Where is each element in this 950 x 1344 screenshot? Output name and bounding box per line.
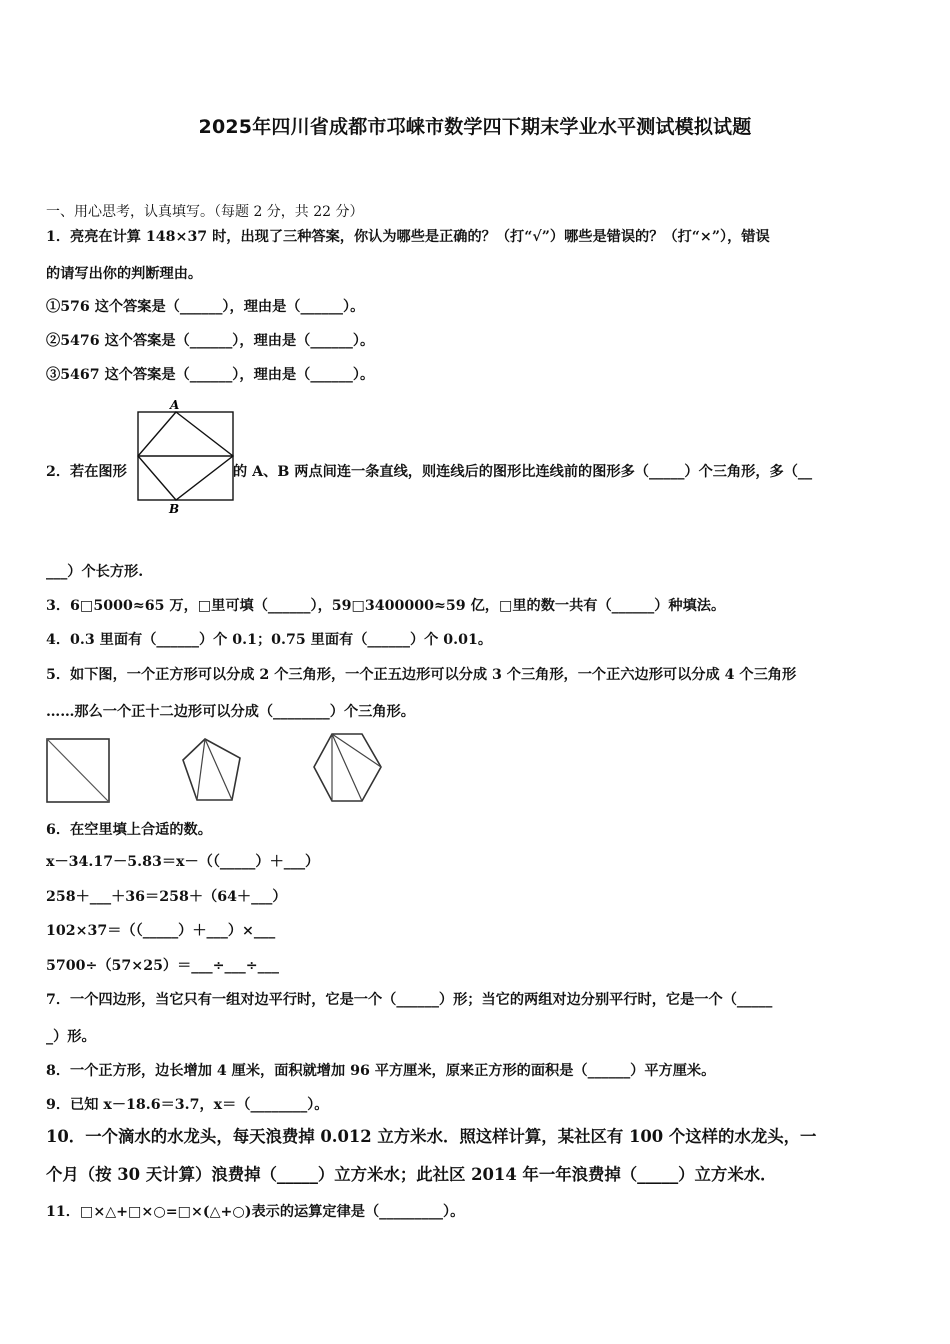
point-b-label: B	[169, 502, 180, 515]
page-title: 2025年四川省成都市邛崃市数学四下期末学业水平测试模拟试题	[198, 116, 752, 138]
q10-line1: 10．一个滴水的水龙头，每天浪费掉 0.012 立方米水．照这样计算，某社区有 100 个这样的水龙头，一	[46, 1127, 817, 1146]
q6-expr-1: x－34.17－5.83＝x－（（_____）＋___）	[46, 854, 320, 870]
q8: 8．一个正方形，边长增加 4 厘米，面积就增加 96 平方厘米，原来正方形的面积是（______）平方厘米。	[46, 1063, 716, 1079]
point-a-label: A	[170, 398, 180, 412]
q5-hexagon-figure	[310, 731, 386, 807]
q1-line2: 的请写出你的判断理由。	[46, 266, 203, 282]
q1-option-c: ③5467 这个答案是（______），理由是（______）。	[46, 367, 375, 383]
q6-expr-2: 258＋___＋36＝258＋（64＋___）	[46, 889, 287, 905]
q7-line1: 7．一个四边形，当它只有一组对边平行时，它是一个（______）形；当它的两组对边分别平行时，它是一个（_____	[46, 992, 773, 1008]
q1-option-a: ①576 这个答案是（______），理由是（______）。	[46, 299, 365, 315]
q10-line2: 个月（按 30 天计算）浪费掉（_____）立方米水；此社区 2014 年一年浪费掉（_____）立方米水．	[46, 1165, 777, 1184]
q4: 4．0.3 里面有（______）个 0.1；0.75 里面有（______）个 0.01。	[46, 632, 493, 648]
q5-line1: 5．如下图，一个正方形可以分成 2 个三角形，一个正五边形可以分成 3 个三角形，一个正六边形可以分成 4 个三角形	[46, 667, 797, 683]
section-heading: 一、用心思考，认真填写。（每题 2 分，共 22 分）	[46, 204, 364, 220]
q2-suffix: 的 A、B 两点间连一条直线，则连线后的图形比连线前的图形多（_____）个三角形，多（__	[233, 464, 813, 480]
q11: 11．□×△+□×○=□×(△+○)表示的运算定律是（_________）。	[46, 1204, 465, 1220]
q7-line2: _）形。	[46, 1029, 96, 1045]
q1-option-b: ②5476 这个答案是（______），理由是（______）。	[46, 333, 375, 349]
q6-stem: 6．在空里填上合适的数。	[46, 822, 212, 838]
q2-line2: ___）个长方形.	[46, 564, 144, 580]
q6-expr-4: 5700÷（57×25）＝___÷___÷___	[46, 958, 279, 974]
q5-line2: ……那么一个正十二边形可以分成（________）个三角形。	[46, 704, 415, 720]
q9: 9．已知 x－18.6＝3.7，x＝（________）。	[46, 1097, 329, 1113]
q3: 3．6□5000≈65 万，□里可填（______），59□3400000≈59 亿，□里的数一共有（______）种填法。	[46, 598, 726, 614]
q2-square-figure	[133, 397, 237, 515]
q6-expr-3: 102×37＝（（_____）＋___）×___	[46, 923, 276, 939]
q1-line1: 1．亮亮在计算 148×37 时，出现了三种答案，你认为哪些是正确的？（打“√”）哪些是错误的？（打“×”），错误	[46, 229, 770, 245]
q5-square-figure	[44, 736, 112, 806]
q5-pentagon-figure	[180, 736, 250, 806]
q2-prefix: 2．若在图形	[46, 464, 127, 480]
